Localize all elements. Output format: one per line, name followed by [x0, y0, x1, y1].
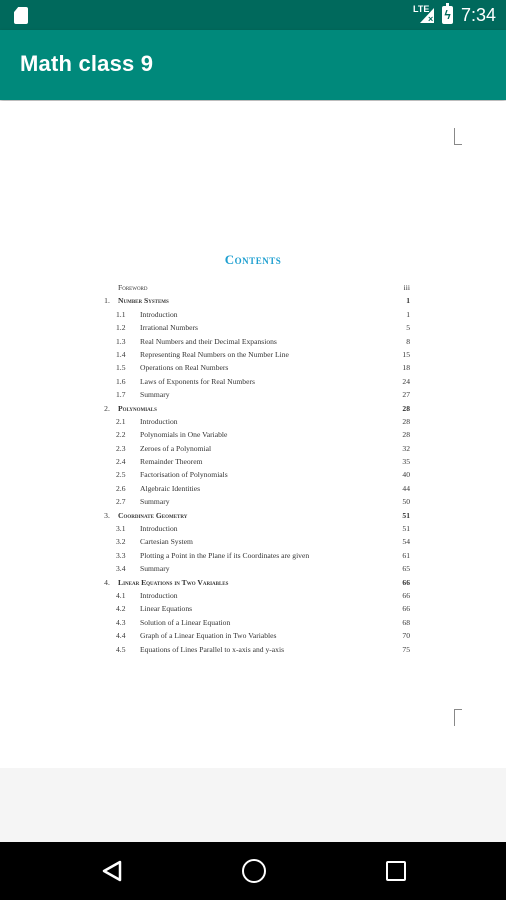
home-icon[interactable]: [242, 859, 266, 883]
no-signal-icon: ×: [428, 14, 434, 24]
toc-entry-row: [96, 361, 410, 374]
toc-entry-number: 4.5: [116, 644, 126, 654]
toc-entry-page: 68: [402, 617, 410, 627]
toc-entry-number: 1.2: [116, 323, 126, 333]
toc-entry-number: 2.7: [116, 497, 126, 507]
toc-entry-row: [96, 602, 410, 615]
toc-entry-number: 2.6: [116, 483, 126, 493]
toc-entry-number: 4.1: [116, 590, 126, 600]
toc-entry-number: 2.5: [116, 470, 126, 480]
toc-entry-label: Zeroes of a Polynomial: [140, 443, 212, 453]
toc-entry-label: Cartesian System: [140, 537, 193, 547]
toc-entry-row: [96, 308, 410, 321]
toc-entry-number: 3.2: [116, 537, 126, 547]
toc-entry-label: Remainder Theorem: [140, 457, 203, 467]
toc-entry-row: [96, 589, 410, 602]
toc-entry-page: 66: [402, 577, 410, 587]
crop-mark-icon: [454, 128, 462, 145]
toc-entry-page: 8: [406, 336, 410, 346]
toc-entry-page: 5: [406, 323, 410, 333]
toc-entry-row: [96, 535, 410, 548]
toc-entry-number: 1.6: [116, 376, 126, 386]
toc-entry-label: Number Systems: [118, 296, 169, 306]
toc-entry-page: 65: [402, 564, 410, 574]
toc-entry-page: 15: [402, 349, 410, 359]
contents-heading: Contents: [224, 252, 282, 267]
toc-entry-label: Introduction: [140, 524, 178, 534]
toc-entry-page: 61: [402, 550, 410, 560]
toc-entry-row: [96, 388, 410, 401]
toc-entry-row: [96, 442, 410, 455]
toc-entry-page: 35: [402, 457, 410, 467]
toc-entry-number: 4.: [104, 577, 110, 587]
toc-entry-row: [96, 321, 410, 334]
toc-entry-page: 75: [402, 644, 410, 654]
toc-entry-label: Polynomials: [118, 403, 157, 413]
toc-entry-row: [96, 281, 410, 294]
toc-entry-number: 1.: [104, 296, 110, 306]
toc-entry-label: Summary: [140, 564, 170, 574]
toc-entry-label: Irrational Numbers: [140, 323, 198, 333]
toc-entry-row: [96, 375, 410, 388]
toc-entry-label: Summary: [140, 497, 170, 507]
toc-entry-label: Solution of a Linear Equation: [140, 617, 231, 627]
toc-entry-label: Representing Real Numbers on the Number Line: [140, 349, 289, 359]
toc-entry-page: 51: [402, 510, 410, 520]
toc-entry-label: Laws of Exponents for Real Numbers: [140, 376, 255, 386]
toc-chapter-row: [96, 294, 410, 307]
toc-entry-label: Equations of Lines Parallel to x-axis and y-axis: [140, 644, 285, 654]
toc-entry-row: [96, 562, 410, 575]
toc-entry-number: 1.3: [116, 336, 126, 346]
toc-entry-number: 2.: [104, 403, 110, 413]
toc-entry-number: 3.: [104, 510, 110, 520]
toc-entry-page: 44: [402, 483, 410, 493]
toc-entry-label: Summary: [140, 390, 170, 400]
app-bar: [0, 30, 506, 100]
toc-entry-page: 32: [402, 443, 410, 453]
toc-entry-row: [96, 549, 410, 562]
toc-entry-label: Algebraic Identities: [140, 483, 201, 493]
recents-icon[interactable]: [386, 861, 406, 881]
toc-entry-row: [96, 415, 410, 428]
toc-entry-label: Plotting a Point in the Plane if its Coordinates are given: [140, 550, 310, 560]
toc-entry-row: [96, 495, 410, 508]
toc-entry-number: 2.1: [116, 416, 126, 426]
clock: 7:34: [460, 5, 496, 25]
pdf-page[interactable]: [0, 101, 506, 768]
toc-chapter-row: [96, 402, 410, 415]
toc-chapter-row: [96, 576, 410, 589]
toc-entry-label: Introduction: [140, 416, 178, 426]
charging-icon: ϟ: [444, 8, 451, 22]
toc-entry-label: Foreword: [118, 283, 148, 292]
toc-entry-number: 4.3: [116, 617, 126, 627]
toc-entry-row: [96, 348, 410, 361]
toc-entry-label: Introduction: [140, 309, 178, 319]
toc-entry-number: 4.2: [116, 604, 126, 614]
toc-entry-page: 66: [402, 604, 410, 614]
toc-chapter-row: [96, 509, 410, 522]
toc-entry-number: 1.1: [116, 309, 126, 319]
navigation-bar: [0, 842, 506, 900]
toc-entry-page: 51: [402, 524, 410, 534]
toc-entry-number: 2.4: [116, 457, 126, 467]
toc-entry-label: Operations on Real Numbers: [140, 363, 229, 373]
toc-entry-number: 1.5: [116, 363, 126, 373]
toc-entry-label: Polynomials in One Variable: [140, 430, 228, 440]
toc-entry-row: [96, 335, 410, 348]
toc-entry-row: [96, 522, 410, 535]
toc-entry-page: 40: [402, 470, 410, 480]
toc-entry-number: 3.1: [116, 524, 126, 534]
toc-entry-page: 50: [402, 497, 410, 507]
app-title: Math class 9: [20, 51, 154, 76]
toc-entry-page: 27: [402, 390, 410, 400]
toc-entry-page: 18: [402, 363, 410, 373]
toc-entry-number: 3.4: [116, 564, 126, 574]
toc-entry-number: 4.4: [116, 631, 126, 641]
toc-entry-row: [96, 643, 410, 656]
toc-entry-row: [96, 455, 410, 468]
toc-entry-page: 1: [406, 309, 410, 319]
toc-entry-number: 2.3: [116, 443, 126, 453]
toc-entry-page: 28: [402, 416, 410, 426]
toc-entry-number: 2.2: [116, 430, 126, 440]
network-type-label: LTE: [413, 4, 430, 14]
toc-entry-page: 70: [402, 631, 410, 641]
toc-entry-number: 1.4: [116, 349, 126, 359]
table-of-contents: [96, 281, 410, 656]
toc-entry-number: 3.3: [116, 550, 126, 560]
sd-card-icon: [14, 7, 28, 24]
toc-entry-page: iii: [403, 283, 410, 292]
toc-entry-page: 1: [406, 296, 410, 306]
toc-entry-label: Linear Equations: [140, 604, 193, 614]
toc-entry-label: Real Numbers and their Decimal Expansions: [140, 336, 277, 346]
toc-entry-page: 54: [402, 537, 410, 547]
toc-entry-page: 24: [402, 376, 410, 386]
toc-entry-label: Graph of a Linear Equation in Two Variables: [140, 631, 277, 641]
back-icon[interactable]: [102, 860, 122, 882]
toc-entry-row: [96, 629, 410, 642]
toc-entry-row: [96, 616, 410, 629]
toc-entry-row: [96, 428, 410, 441]
status-bar: [0, 0, 506, 30]
toc-entry-row: [96, 482, 410, 495]
toc-entry-label: Introduction: [140, 590, 178, 600]
crop-mark-icon: [454, 709, 462, 726]
toc-entry-page: 28: [402, 403, 410, 413]
toc-entry-label: Coordinate Geometry: [118, 510, 188, 520]
toc-entry-label: Factorisation of Polynomials: [140, 470, 228, 480]
toc-entry-number: 1.7: [116, 390, 126, 400]
toc-entry-row: [96, 468, 410, 481]
toc-entry-label: Linear Equations in Two Variables: [118, 577, 229, 587]
toc-entry-page: 28: [402, 430, 410, 440]
toc-entry-page: 66: [402, 590, 410, 600]
